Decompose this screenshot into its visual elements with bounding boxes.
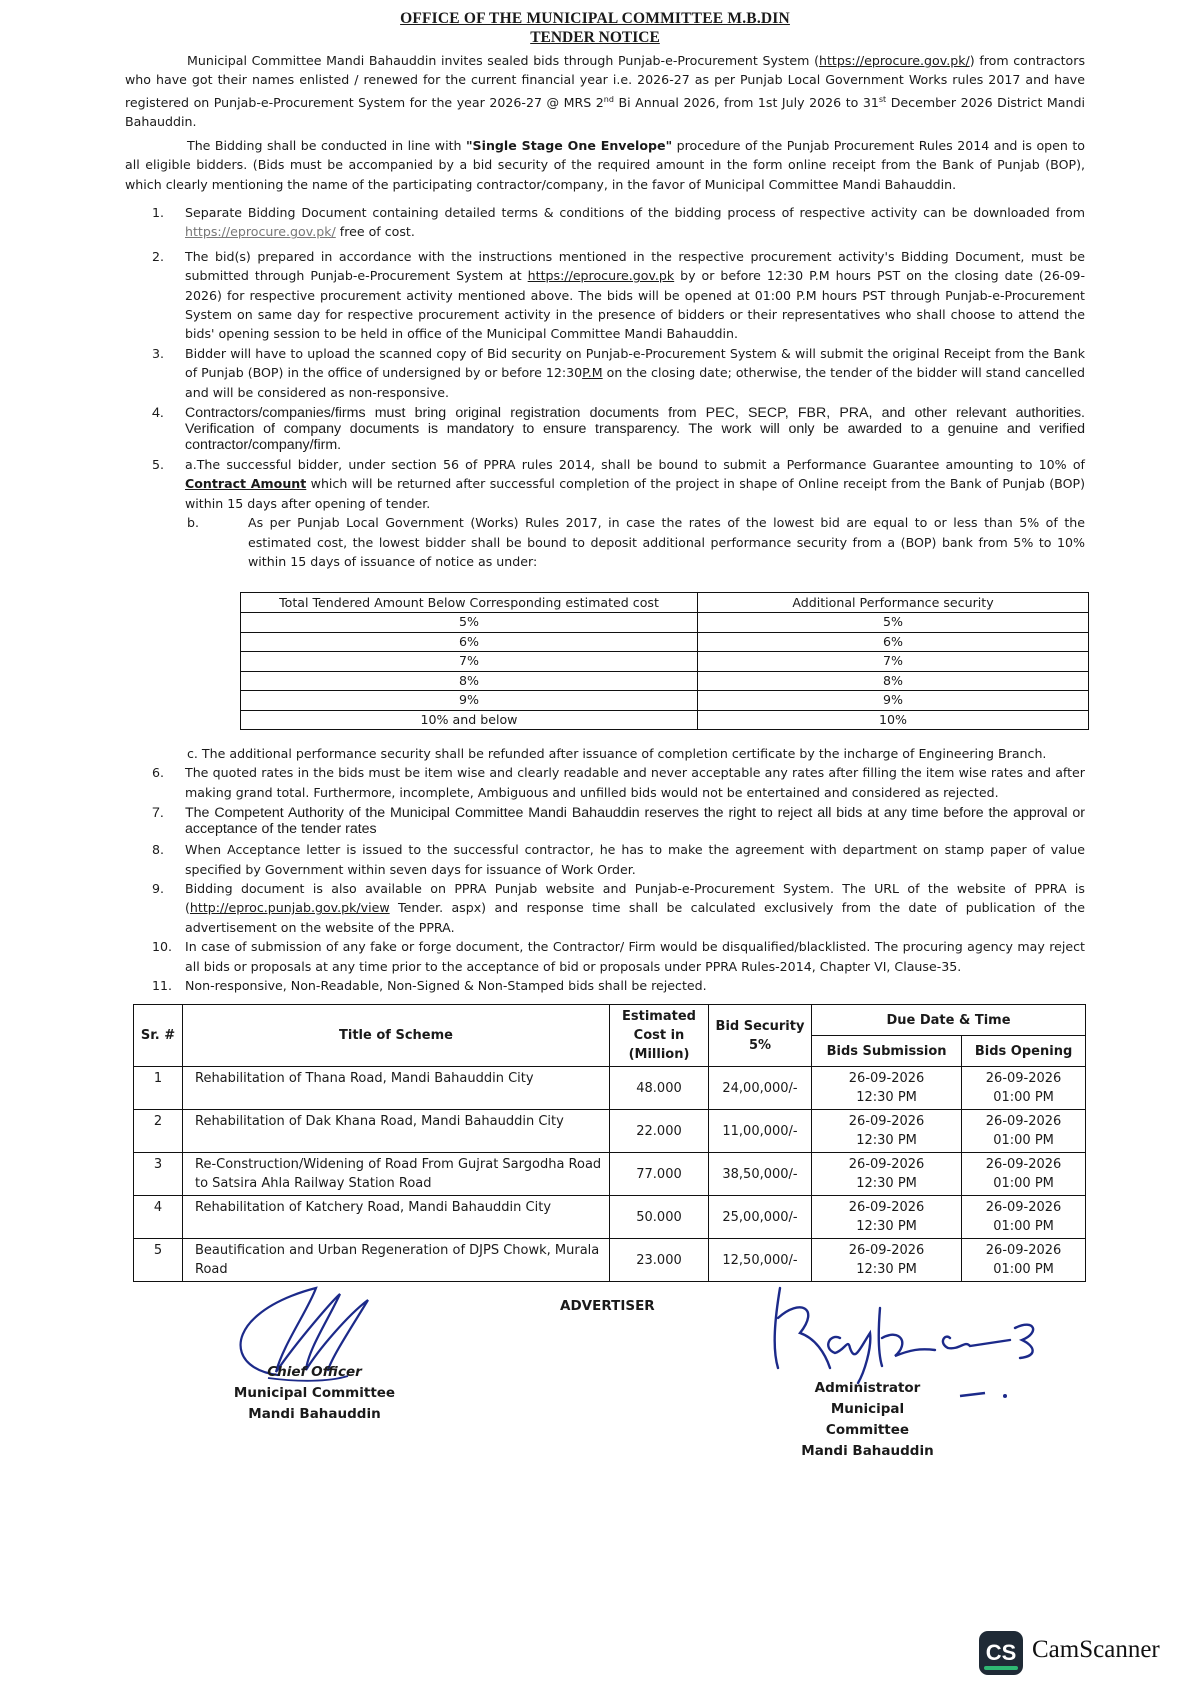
table-header: Additional Performance security [698, 593, 1089, 613]
administrator-block [790, 1378, 945, 1462]
table-header: Total Tendered Amount Below Corresponding estimated cost [241, 593, 698, 613]
office-title: OFFICE OF THE MUNICIPAL COMMITTEE M.B.DIN [400, 10, 790, 27]
list-item: 3. Bidder will have to upload the scanned copy of Bid security on Punjab-e-Procurement System & will submit the original Receipt from the Bank of Punjab (BOP) in the office of undersigned by or before 12:30P.M on the closing date; otherwise, the tender of the bidder will stand cancelled and will be considered as non-responsive. [152, 345, 1086, 400]
list-item: 7. The Competent Authority of the Municipal Committee Mandi Bahauddin reserves the right to reject all bids at any time before the approval or acceptance of the tender rates [152, 805, 1085, 838]
list-item: 6. The quoted rates in the bids must be item wise and clearly readable and never acceptable any rates after filling the item wise rates and after making grand total. Furthermore, incomplete, Ambiguous and unfilled bids would not be entertained and considered as rejected. [152, 765, 1085, 800]
performance-security-table [240, 592, 1089, 730]
table-header: Sr. # [134, 1005, 183, 1067]
signatory-office: Municipal Committee [825, 1401, 910, 1438]
terms-list [125, 203, 1085, 572]
signatory-city: Mandi Bahauddin [801, 1443, 934, 1459]
list-item: 11. Non-responsive, Non-Readable, Non-Signed & Non-Stamped bids shall be rejected. [152, 978, 707, 994]
eprocure-link[interactable]: https://eprocure.gov.pk/ [185, 224, 336, 240]
chief-officer-block [232, 1362, 397, 1425]
table-header: Due Date & Time [812, 1005, 1086, 1036]
table-header-row [134, 1005, 1086, 1036]
camscanner-logo-icon [978, 1630, 1024, 1676]
camscanner-label: CamScanner [1032, 1636, 1160, 1663]
table-header: Title of Scheme [183, 1005, 610, 1067]
list-item: 8. When Acceptance letter is issued to the successful contractor, he has to make the agreement with department on stamp paper of value specified by Government within seven days for issuance of Work Order. [152, 842, 1085, 877]
list-item: 5. a.The successful bidder, under section 56 of PPRA rules 2014, shall be bound to submit a Performance Guarantee amounting to 10% of Contract Amount which will be returned after successful completion of the project in shape of Online receipt from the Bank of Punjab (BOP) within 15 days after opening of tender. [152, 457, 1085, 511]
table-row: 4 Rehabilitation of Katchery Road, Mandi Bahauddin City 50.000 25,00,000/- 26-09-2026 12:30 PM 26-09-2026 01:00 PM [134, 1196, 1086, 1239]
table-header: Bid Security 5% [709, 1005, 812, 1067]
table-row: 10% and below 10% [241, 710, 1089, 730]
list-item: 4. Contractors/companies/firms must bring original registration documents from PEC, SECP, FBR, PRA, and other relevant authorities. Verification of company documents is mandatory to ensure transparency. The work will only be awarded to a genuine and verified contractor/company/firm. [152, 405, 1085, 454]
notice-header [0, 10, 1190, 47]
list-item: 9. Bidding document is also available on PPRA Punjab website and Punjab-e-Procurement System. The URL of the website of PPRA is (http://eproc.punjab.gov.pk/view Tender. aspx) and response time shall be calculated exclusively from the date of publication of the advertisement on the website of the PPRA. [152, 881, 1085, 935]
ppra-link[interactable]: http://eproc.punjab.gov.pk/view [189, 900, 390, 916]
table-row: 5% 5% [241, 613, 1089, 633]
list-subitem-b: b. As per Punjab Local Government (Works) Rules 2017, in case the rates of the lowest bid are equal to or less than 5% of the estimated cost, the lowest bidder shall be bound to deposit additional performance security from a (BOP) bank from 5% to 10% within 15 days of issuance of notice as under: [187, 515, 1085, 570]
svg-text:CS: CS [985, 1640, 1017, 1665]
table-header: Estimated Cost in (Million) [610, 1005, 709, 1067]
table-row: 7% 7% [241, 652, 1089, 672]
table-row: 3 Re-Construction/Widening of Road From Gujrat Sargodha Road to Satsira Ahla Railway Station Road 77.000 38,50,000/- 26-09-2026 12:30 PM 26-09-2026 01:00 PM [134, 1153, 1086, 1196]
table-row: 6% 6% [241, 632, 1089, 652]
signatory-title: Chief Officer [267, 1364, 362, 1380]
eprocure-link[interactable]: https://eprocure.gov.pk [527, 268, 675, 284]
notice-title: TENDER NOTICE [530, 29, 660, 46]
table-header-row [241, 593, 1089, 613]
schemes-table [133, 1004, 1086, 1282]
table-header: Bids Submission [812, 1036, 962, 1067]
table-row: 8% 8% [241, 671, 1089, 691]
list-item: 2. The bid(s) prepared in accordance with the instructions mentioned in the respective procurement activity's Bidding Document, must be submitted through Punjab-e-Procurement System at https://eprocure.gov.pk by or before 12:30 P.M hours PST on the closing date (26-09-2026) for respective procurement activity mentioned above. The bids will be opened at 01:00 P.M hours PST through Punjab-e-Procurement System on same day for respective procurement activity in the presence of bidders or their representatives who shall choose to attend the bids' opening session to be held in office of the Municipal Committee Mandi Bahauddin. [152, 248, 1085, 342]
advertiser-label: ADVERTISER [560, 1298, 655, 1314]
signatory-title: Administrator [814, 1380, 921, 1396]
table-row: 1 Rehabilitation of Thana Road, Mandi Bahauddin City 48.000 24,00,000/- 26-09-2026 12:30 PM 26-09-2026 01:00 PM [134, 1067, 1086, 1110]
intro-paragraph-2: The Bidding shall be conducted in line with "Single Stage One Envelope" procedure of the Punjab Procurement Rules 2014 and is open to all eligible bidders. (Bids must be accompanied by a bid security of the required amount in the form online receipt from the Bank of Punjab (BOP), which clearly mentioning the name of the participating contractor/company, in the favor of Municipal Committee Mandi Bahauddin. [125, 137, 1085, 192]
table-row: 5 Beautification and Urban Regeneration of DJPS Chowk, Murala Road 23.000 12,50,000/- 26-09-2026 12:30 PM 26-09-2026 01:00 PM [134, 1239, 1086, 1282]
intro-paragraph-1: Municipal Committee Mandi Bahauddin invites sealed bids through Punjab-e-Procurement System (https://eprocure.gov.pk/) from contractors who have got their names enlisted / renewed for the current financial year i.e. 2026-27 as per Punjab Local Government Works rules 2017 and have registered on Punjab-e-Procurement System for the year 2026-27 @ MRS 2nd Bi Annual 2026, from 1st July 2026 to 31st December 2026 District Mandi Bahauddin. [125, 53, 1086, 130]
table-header: Bids Opening [962, 1036, 1086, 1067]
signatory-city: Mandi Bahauddin [248, 1406, 381, 1422]
signatory-office: Municipal Committee [233, 1385, 396, 1401]
list-subitem-c: c. The additional performance security shall be refunded after issuance of completion certificate by the incharge of Engineering Branch. [187, 746, 1047, 761]
list-item: 10. In case of submission of any fake or forge document, the Contractor/ Firm would be disqualified/blacklisted. The procuring agency may reject all bids or proposals at any time prior to the acceptance of bid or proposals under PPRA Rules-2014, Chapter VI, Clause-35. [152, 939, 1085, 974]
intro-section [125, 51, 1085, 194]
list-item: 1. Separate Bidding Document containing detailed terms & conditions of the bidding process of respective activity can be downloaded from https://eprocure.gov.pk/ free of cost. [152, 205, 1085, 240]
terms-list-continued [125, 744, 1085, 995]
eprocure-link[interactable]: https://eprocure.gov.pk/ [819, 53, 970, 68]
table-row: 9% 9% [241, 691, 1089, 711]
table-row: 2 Rehabilitation of Dak Khana Road, Mandi Bahauddin City 22.000 11,00,000/- 26-09-2026 12:30 PM 26-09-2026 01:00 PM [134, 1110, 1086, 1153]
